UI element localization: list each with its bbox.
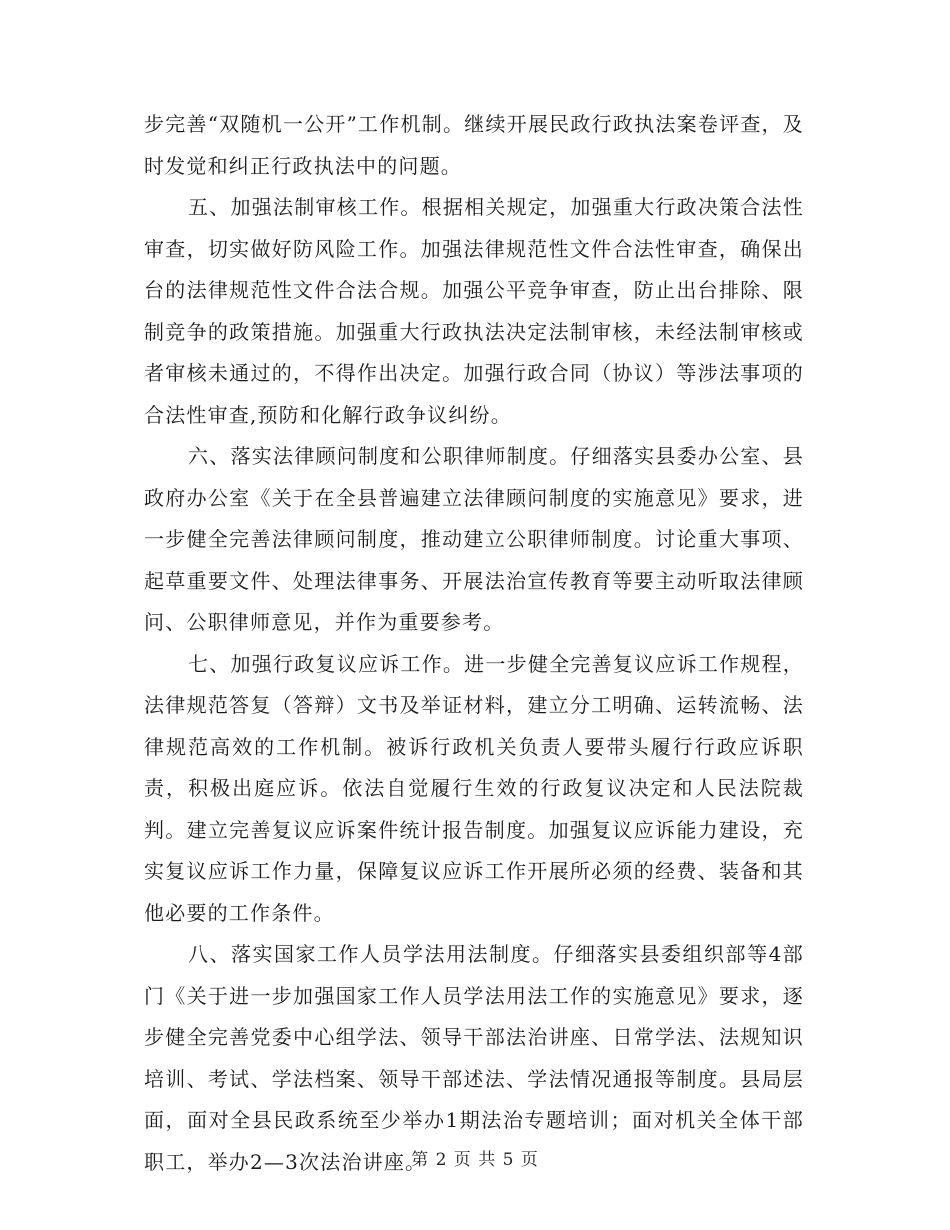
paragraph-section-7: 七、加强行政复议应诉工作。进一步健全完善复议应诉工作规程，法律规范答复（答辩）文书及举证材料，建立分工明确、运转流畅、法律规范高效的工作机制。被诉行政机关负责人要带头履行行政应诉职责，积极出庭应诉。依法自觉履行生效的行政复议决定和人民法院裁判。建立完善复议应诉案件统计报告制度。加强复议应诉能力建设，充实复议应诉工作力量，保障复议应诉工作开展所必须的经费、装备和其他必要的工作条件。 xyxy=(144,651,804,925)
paragraph-section-5: 五、加强法制审核工作。根据相关规定，加强重大行政决策合法性审查，切实做好防风险工作。加强法律规范性文件合法性审查，确保出台的法律规范性文件合法合规。加强公平竞争审查，防止出台排除、限制竞争的政策措施。加强重大行政执法决定法制审核，未经法制审核或者审核未通过的，不得作出决定。加强行政合同（协议）等涉法事项的合法性审查,预防和化解行政争议纠纷。 xyxy=(144,195,804,427)
paragraph-continuation: 步完善“双随机一公开”工作机制。继续开展民政行政执法案卷评查，及时发觉和纠正行政执法中的问题。 xyxy=(144,112,804,178)
paragraph-section-6: 六、落实法律顾问制度和公职律师制度。仔细落实县委办公室、县政府办公室《关于在全县普遍建立法律顾问制度的实施意见》要求，进一步健全完善法律顾问制度，推动建立公职律师制度。讨论重大事项、起草重要文件、处理法律事务、开展法治宣传教育等要主动听取法律顾问、公职律师意见，并作为重要参考。 xyxy=(144,444,804,634)
paragraph-section-8: 八、落实国家工作人员学法用法制度。仔细落实县委组织部等4部门《关于进一步加强国家工作人员学法用法工作的实施意见》要求，逐步健全完善党委中心组学法、领导干部法治讲座、日常学法、法规知识培训、考试、学法档案、领导干部述法、学法情况通报等制度。县局层面，面对全县民政系统至少举办1期法治专题培训；面对机关全体干部职工，举办2—3次法治讲座。 xyxy=(144,942,804,1174)
document-body xyxy=(144,104,804,1183)
page-number-footer: 第 2 页 共 5 页 xyxy=(411,1150,539,1170)
